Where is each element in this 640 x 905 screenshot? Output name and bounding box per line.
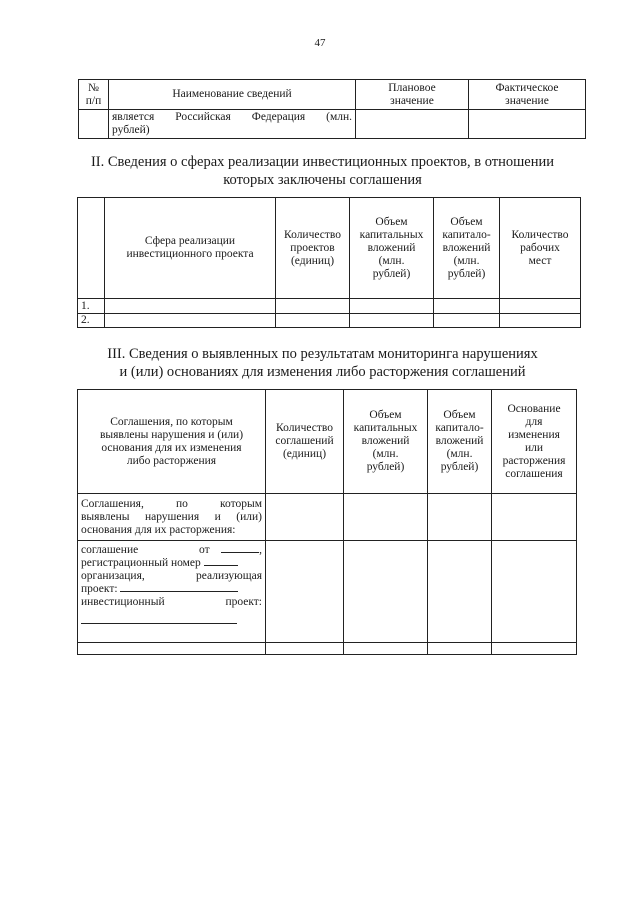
section2-title: II. Сведения о сферах реализации инвестиционных проектов, в отношении которых заключены соглашения [90,154,555,188]
violations-table [77,389,577,655]
table-row [78,494,577,541]
investment-project-line [81,623,237,624]
page-number: 47 [314,37,326,49]
agreement-form: соглашение от , регистрационный номер организация, реализующая проект: инвестиционный проект: [78,541,266,643]
table-row [78,299,581,314]
row-number: 1. [78,299,105,314]
spheres-table-header [78,198,581,299]
header-name: Наименование сведений [109,80,356,110]
table-row [78,643,577,655]
table-row [78,314,581,328]
header-jobs: Количество рабочих мест [500,198,581,299]
row-agreements-text: Соглашения, по которым выявлены нарушения и (или) основания для их расторжения: [78,494,266,541]
header-count: Количество соглашений (единиц) [266,390,344,494]
table-row [79,110,586,139]
row-text: является Российская Федерация (млн. рублей) [109,110,356,139]
header-capital: Объем капитальных вложений (млн. рублей) [344,390,428,494]
table-row [78,541,577,643]
violations-table-header [78,390,577,494]
header-num: № п/п [79,80,109,110]
header-actual: Фактическое значение [469,80,586,110]
header-capinv: Объем капитало- вложений (млн. рублей) [434,198,500,299]
header-agreements: Соглашения, по которым выявлены нарушения и (или) основания для их изменения либо расторжения [78,390,266,494]
project-line [120,591,238,592]
row-number: 2. [78,314,105,328]
header-basis: Основание для изменения или расторжения соглашения [492,390,577,494]
info-table-header [79,80,586,110]
section3-title: III. Сведения о выявленных по результатам мониторинга нарушениях и (или) основаниях для изменения либо расторжения соглашений [107,346,538,380]
spheres-table [77,197,581,328]
reg-number-line [204,565,238,566]
header-planned: Плановое значение [356,80,469,110]
header-count: Количество проектов (единиц) [276,198,350,299]
header-capinv: Объем капитало- вложений (млн. рублей) [428,390,492,494]
header-sphere: Сфера реализации инвестиционного проекта [105,198,276,299]
date-line [221,552,259,553]
header-capital: Объем капитальных вложений (млн. рублей) [350,198,434,299]
info-table [78,79,586,139]
